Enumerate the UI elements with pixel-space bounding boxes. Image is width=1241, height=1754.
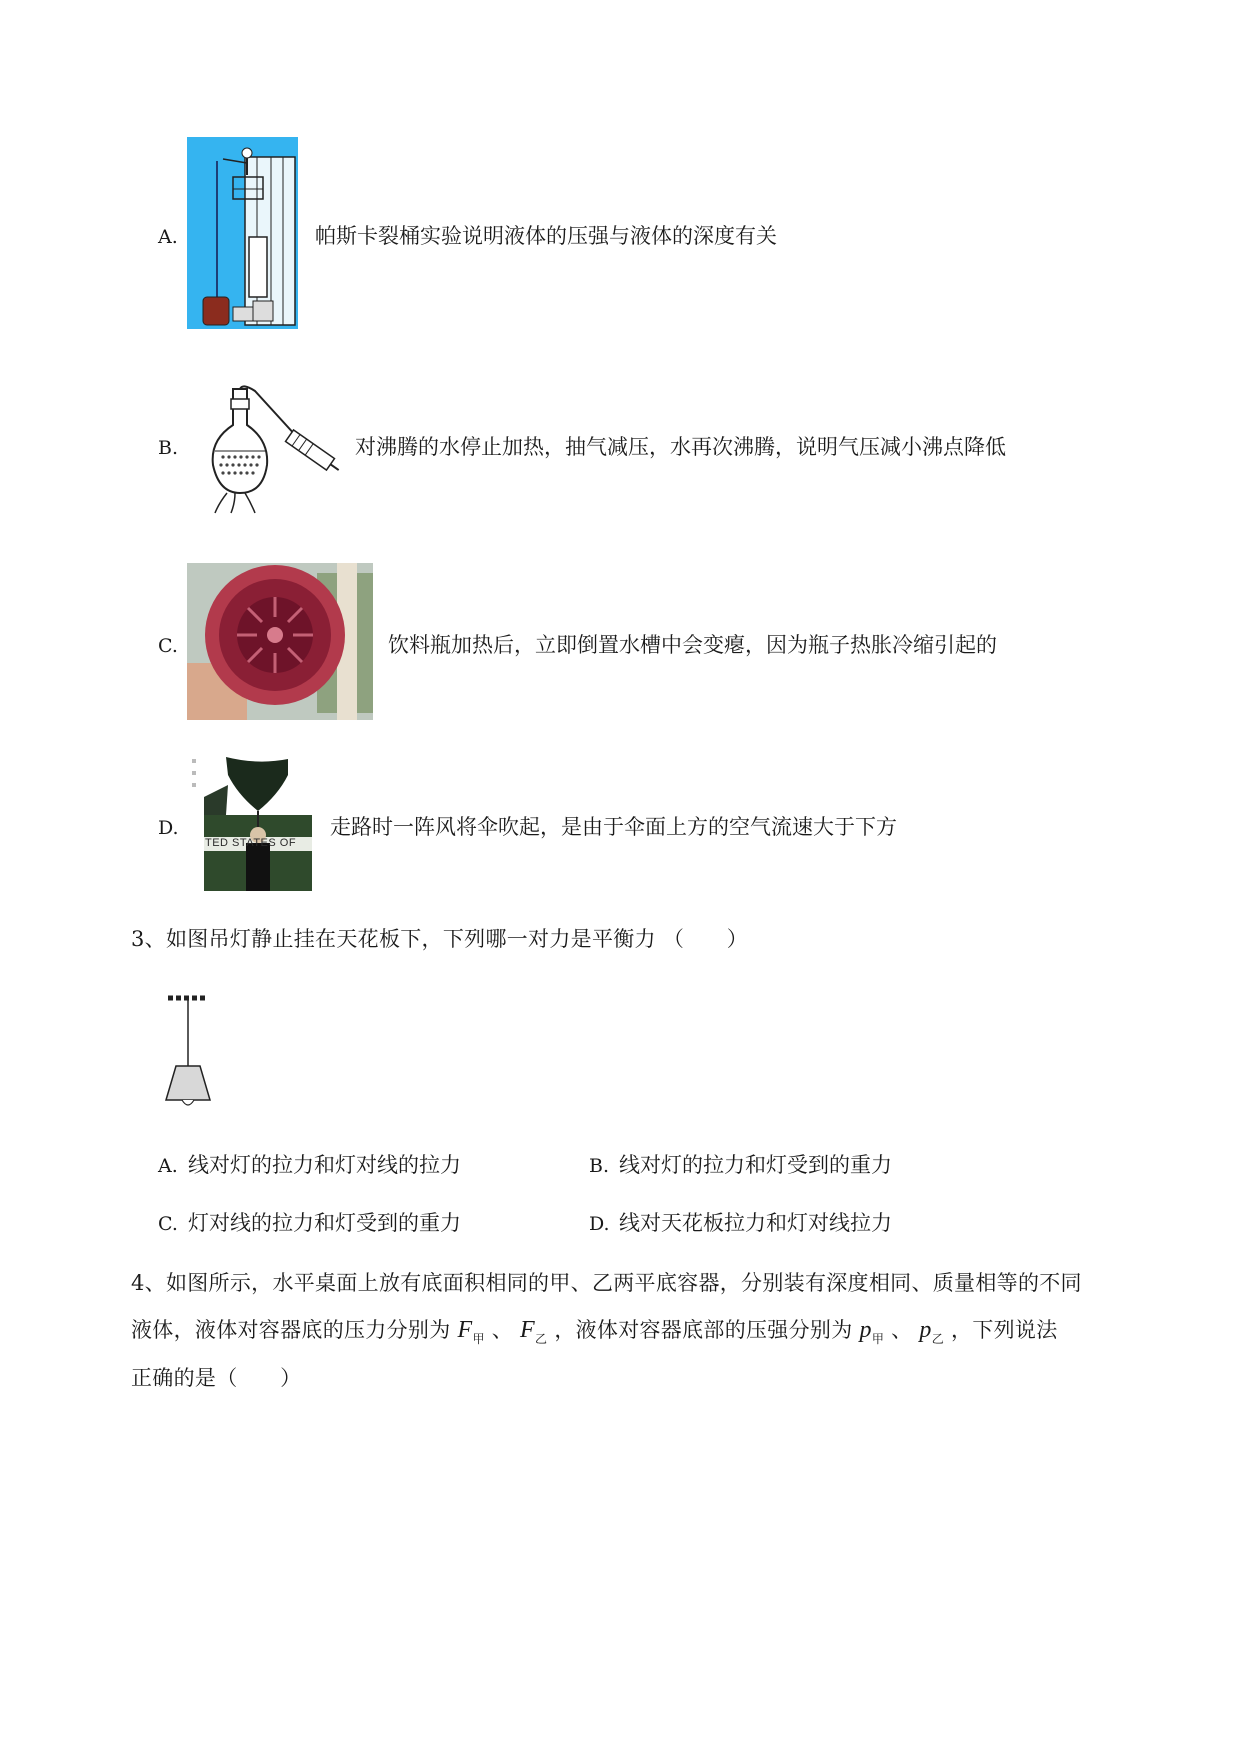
q3-option-b-text: 线对灯的拉力和灯受到的重力 (619, 1153, 892, 1177)
option-c-letter: C. (158, 635, 178, 657)
option-b-text: 对沸腾的水停止加热，抽气减压，水再次沸腾，说明气压减小沸点降低 (355, 435, 1006, 459)
pressure-symbol-yi: $p_乙$ (919, 1317, 945, 1346)
q3-option-a-letter: A. (158, 1155, 178, 1177)
separator: 、 (491, 1318, 514, 1342)
force-symbol-yi: $F_乙$ (520, 1317, 548, 1346)
q3-option-a-text: 线对灯的拉力和灯对线的拉力 (188, 1153, 461, 1177)
q4-line-2-a: 液体，液体对容器底的压力分别为 (131, 1318, 451, 1342)
q3-option-c-text: 灯对线的拉力和灯受到的重力 (188, 1211, 461, 1235)
option-a-text: 帕斯卡裂桶实验说明液体的压强与液体的深度有关 (315, 224, 777, 248)
separator: 、 (891, 1318, 913, 1342)
force-symbol-jia: $F_甲$ (457, 1317, 485, 1346)
q3-stem: 3、如图吊灯静止挂在天花板下，下列哪一对力是平衡力 （ ） (131, 927, 749, 951)
q4-line-2-b: ，液体对容器底部的压强分别为 (554, 1318, 853, 1342)
q4-line-2 (131, 1316, 1058, 1353)
bottle-photo (187, 563, 373, 720)
option-d-letter: D. (158, 817, 179, 839)
pascal-barrel-image (187, 137, 298, 329)
pressure-symbol-jia: $p_甲$ (859, 1317, 885, 1346)
q4-line-3: 正确的是（ ） (131, 1366, 302, 1390)
flask-syringe-image (205, 385, 340, 515)
q3-option-b-letter: B. (589, 1155, 610, 1177)
q4-line-2-c: ，下列说法 (951, 1318, 1058, 1342)
umbrella-photo-caption: TED STATES OF (205, 837, 297, 849)
option-b-letter: B. (158, 437, 179, 459)
q3-option-c-letter: C. (158, 1213, 178, 1235)
q3-option-d-letter: D. (589, 1213, 610, 1235)
umbrella-photo (188, 755, 312, 891)
option-d-text: 走路时一阵风将伞吹起，是由于伞面上方的空气流速大于下方 (330, 815, 897, 839)
pendant-lamp-image (160, 994, 216, 1112)
q3-option-d-text: 线对天花板拉力和灯对线拉力 (619, 1211, 892, 1235)
option-c-text: 饮料瓶加热后，立即倒置水槽中会变瘪，因为瓶子热胀冷缩引起的 (388, 633, 997, 657)
option-a-letter: A. (158, 226, 178, 248)
q4-line-1: 4、如图所示，水平桌面上放有底面积相同的甲、乙两平底容器，分别装有深度相同、质量相等的不同 (131, 1271, 1082, 1295)
